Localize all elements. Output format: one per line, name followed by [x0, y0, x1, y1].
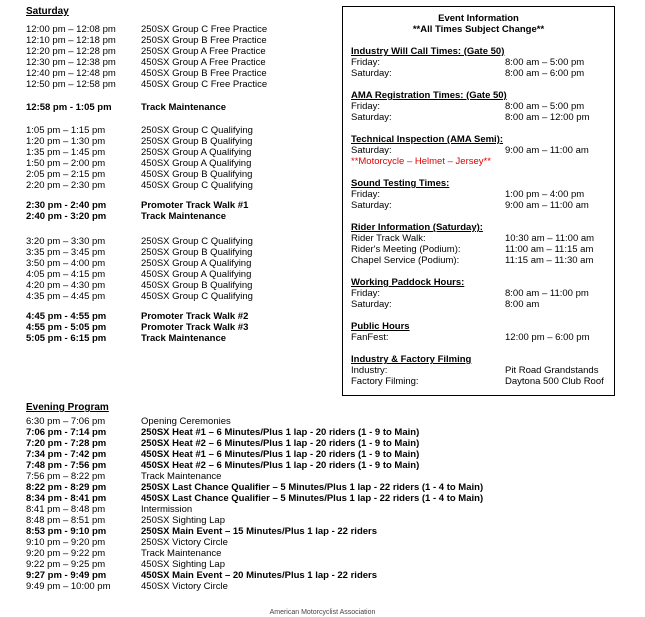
schedule-event: 450SX Group C Qualifying	[141, 291, 253, 302]
info-row	[351, 255, 609, 266]
info-value: 8:00 am – 5:00 pm	[505, 101, 585, 112]
info-label: Saturday:	[351, 68, 392, 79]
schedule-time: 4:35 pm – 4:45 pm	[26, 291, 106, 302]
schedule-event: 250SX Group A Free Practice	[141, 46, 266, 57]
program-event: 450SX Heat #2 – 6 Minutes/Plus 1 lap - 20 riders (1 - 9 to Main)	[141, 460, 420, 471]
program-time: 9:10 pm – 9:20 pm	[26, 537, 106, 548]
program-time: 8:22 pm - 8:29 pm	[26, 482, 107, 493]
schedule-time: 2:40 pm - 3:20 pm	[26, 211, 107, 222]
schedule-time: 3:50 pm – 4:00 pm	[26, 258, 106, 269]
schedule-event: Track Maintenance	[141, 211, 227, 222]
program-event: 250SX Last Chance Qualifier – 5 Minutes/Plus 1 lap - 22 riders (1 - 4 to Main)	[141, 482, 484, 493]
program-time: 8:48 pm – 8:51 pm	[26, 515, 106, 526]
info-value: 9:00 am – 11:00 am	[505, 145, 589, 156]
schedule-event: 450SX Group A Qualifying	[141, 269, 252, 280]
info-section-heading: Industry & Factory Filming	[351, 354, 472, 365]
program-event: 450SX Sighting Lap	[141, 559, 225, 570]
info-value: 8:00 am – 5:00 pm	[505, 57, 585, 68]
info-row	[351, 244, 609, 255]
info-row	[351, 145, 609, 156]
program-event: 250SX Sighting Lap	[141, 515, 225, 526]
info-row	[351, 57, 609, 68]
schedule-event: 450SX Group C Free Practice	[141, 79, 268, 90]
program-event: 250SX Heat #2 – 6 Minutes/Plus 1 lap - 20 riders (1 - 9 to Main)	[141, 438, 420, 449]
schedule-event: 250SX Group C Qualifying	[141, 236, 253, 247]
info-label: Industry:	[351, 365, 388, 376]
program-time: 7:06 pm - 7:14 pm	[26, 427, 107, 438]
schedule-event: 250SX Group B Free Practice	[141, 35, 267, 46]
info-section-heading: Rider Information (Saturday):	[351, 222, 483, 233]
info-label: Friday:	[351, 288, 381, 299]
schedule-time: 2:20 pm – 2:30 pm	[26, 180, 106, 191]
schedule-event: 250SX Group A Qualifying	[141, 147, 252, 158]
program-time: 8:34 pm - 8:41 pm	[26, 493, 107, 504]
info-value: 12:00 pm – 6:00 pm	[505, 332, 590, 343]
info-section-heading: Industry Will Call Times: (Gate 50)	[351, 46, 505, 57]
schedule-time: 2:30 pm - 2:40 pm	[26, 200, 107, 211]
schedule-event: 450SX Group B Qualifying	[141, 280, 253, 291]
info-title: Event Information	[438, 13, 519, 24]
program-event: 250SX Main Event – 15 Minutes/Plus 1 lap - 22 riders	[141, 526, 378, 537]
program-time: 7:20 pm - 7:28 pm	[26, 438, 107, 449]
info-value: 8:00 am – 11:00 pm	[505, 288, 589, 299]
program-event: Intermission	[141, 504, 193, 515]
schedule-event: Track Maintenance	[141, 333, 227, 344]
program-time: 8:53 pm - 9:10 pm	[26, 526, 107, 537]
info-row	[351, 332, 609, 343]
info-value: Daytona 500 Club Roof	[505, 376, 604, 387]
info-row	[351, 68, 609, 79]
info-label: Saturday:	[351, 200, 392, 211]
schedule-time: 1:50 pm – 2:00 pm	[26, 158, 106, 169]
info-row	[351, 156, 609, 167]
info-value: 9:00 am – 11:00 am	[505, 200, 589, 211]
schedule-time: 3:35 pm – 3:45 pm	[26, 247, 106, 258]
program-event: 250SX Victory Circle	[141, 537, 228, 548]
page-footer: American Motorcyclist Association	[269, 609, 376, 616]
info-subtitle: **All Times Subject Change**	[412, 24, 545, 35]
schedule-event: Promoter Track Walk #3	[141, 322, 249, 333]
info-label: Saturday:	[351, 145, 392, 156]
program-event: 250SX Heat #1 – 6 Minutes/Plus 1 lap - 20 riders (1 - 9 to Main)	[141, 427, 420, 438]
program-event: 450SX Heat #1 – 6 Minutes/Plus 1 lap - 20 riders (1 - 9 to Main)	[141, 449, 420, 460]
info-label: Saturday:	[351, 299, 392, 310]
info-label: **Motorcycle – Helmet – Jersey**	[351, 156, 491, 167]
program-event: 450SX Main Event – 20 Minutes/Plus 1 lap - 22 riders	[141, 570, 378, 581]
info-row	[351, 299, 609, 310]
program-event: Opening Ceremonies	[141, 416, 231, 427]
schedule-time: 12:40 pm – 12:48 pm	[26, 68, 116, 79]
schedule-time: 4:45 pm - 4:55 pm	[26, 311, 107, 322]
schedule-time: 12:50 pm – 12:58 pm	[26, 79, 116, 90]
info-section-heading: Technical Inspection (AMA Semi):	[351, 134, 504, 145]
program-time: 6:30 pm – 7:06 pm	[26, 416, 106, 427]
info-label: Chapel Service (Podium):	[351, 255, 460, 266]
schedule-time: 12:30 pm – 12:38 pm	[26, 57, 116, 68]
program-time: 7:34 pm - 7:42 pm	[26, 449, 107, 460]
schedule-event: Promoter Track Walk #1	[141, 200, 249, 211]
program-event: 450SX Last Chance Qualifier – 5 Minutes/Plus 1 lap - 22 riders (1 - 4 to Main)	[141, 493, 484, 504]
program-time: 9:27 pm - 9:49 pm	[26, 570, 107, 581]
program-time: 8:41 pm – 8:48 pm	[26, 504, 106, 515]
program-time: 9:22 pm – 9:25 pm	[26, 559, 106, 570]
info-value: 8:00 am	[505, 299, 540, 310]
program-event: Track Maintenance	[141, 471, 222, 482]
program-event: Track Maintenance	[141, 548, 222, 559]
info-row	[351, 365, 609, 376]
schedule-time: 12:10 pm – 12:18 pm	[26, 35, 116, 46]
schedule-time: 1:05 pm – 1:15 pm	[26, 125, 106, 136]
program-event: 450SX Victory Circle	[141, 581, 228, 592]
info-label: Friday:	[351, 101, 381, 112]
schedule-event: 250SX Group B Qualifying	[141, 136, 253, 147]
schedule-event: 250SX Group A Qualifying	[141, 258, 252, 269]
program-time: 7:56 pm – 8:22 pm	[26, 471, 106, 482]
info-section-heading: AMA Registration Times: (Gate 50)	[351, 90, 507, 101]
schedule-event: 450SX Group B Free Practice	[141, 68, 267, 79]
info-label: Rider's Meeting (Podium):	[351, 244, 461, 255]
schedule-time: 12:00 pm – 12:08 pm	[26, 24, 116, 35]
info-row	[351, 189, 609, 200]
schedule-time: 12:58 pm - 1:05 pm	[26, 102, 112, 113]
info-value: 11:15 am – 11:30 am	[505, 255, 594, 266]
info-row	[351, 376, 609, 387]
program-time: 7:48 pm - 7:56 pm	[26, 460, 107, 471]
schedule-event: 250SX Group C Qualifying	[141, 125, 253, 136]
info-label: Friday:	[351, 57, 381, 68]
info-label: Rider Track Walk:	[351, 233, 426, 244]
evening-heading: Evening Program	[26, 402, 109, 413]
saturday-heading: Saturday	[26, 6, 69, 17]
schedule-event: 450SX Group A Free Practice	[141, 57, 266, 68]
program-time: 9:49 pm – 10:00 pm	[26, 581, 111, 592]
event-information-box	[342, 6, 615, 396]
program-time: 9:20 pm – 9:22 pm	[26, 548, 106, 559]
info-row	[351, 112, 609, 123]
info-label: Factory Filming:	[351, 376, 419, 387]
schedule-event: 450SX Group C Qualifying	[141, 180, 253, 191]
schedule-event: Promoter Track Walk #2	[141, 311, 249, 322]
info-label: FanFest:	[351, 332, 389, 343]
info-row	[351, 200, 609, 211]
schedule-time: 1:35 pm – 1:45 pm	[26, 147, 106, 158]
info-value: Pit Road Grandstands	[505, 365, 599, 376]
info-value: 8:00 am – 12:00 pm	[505, 112, 590, 123]
info-row	[351, 233, 609, 244]
info-row	[351, 101, 609, 112]
info-label: Saturday:	[351, 112, 392, 123]
info-value: 11:00 am – 11:15 am	[505, 244, 594, 255]
schedule-event: 450SX Group B Qualifying	[141, 169, 253, 180]
schedule-time: 4:05 pm – 4:15 pm	[26, 269, 106, 280]
schedule-time: 3:20 pm – 3:30 pm	[26, 236, 106, 247]
schedule-event: Track Maintenance	[141, 102, 227, 113]
info-row	[351, 288, 609, 299]
info-section-heading: Public Hours	[351, 321, 410, 332]
schedule-time: 5:05 pm - 6:15 pm	[26, 333, 107, 344]
schedule-time: 12:20 pm – 12:28 pm	[26, 46, 116, 57]
info-value: 1:00 pm – 4:00 pm	[505, 189, 585, 200]
schedule-event: 250SX Group C Free Practice	[141, 24, 268, 35]
info-value: 8:00 am – 6:00 pm	[505, 68, 585, 79]
info-section-heading: Working Paddock Hours:	[351, 277, 465, 288]
schedule-time: 4:55 pm - 5:05 pm	[26, 322, 107, 333]
info-section-heading: Sound Testing Times:	[351, 178, 450, 189]
schedule-event: 450SX Group A Qualifying	[141, 158, 252, 169]
schedule-time: 1:20 pm – 1:30 pm	[26, 136, 106, 147]
schedule-time: 4:20 pm – 4:30 pm	[26, 280, 106, 291]
info-label: Friday:	[351, 189, 381, 200]
schedule-time: 2:05 pm – 2:15 pm	[26, 169, 106, 180]
schedule-event: 250SX Group B Qualifying	[141, 247, 253, 258]
info-value: 10:30 am – 11:00 am	[505, 233, 595, 244]
